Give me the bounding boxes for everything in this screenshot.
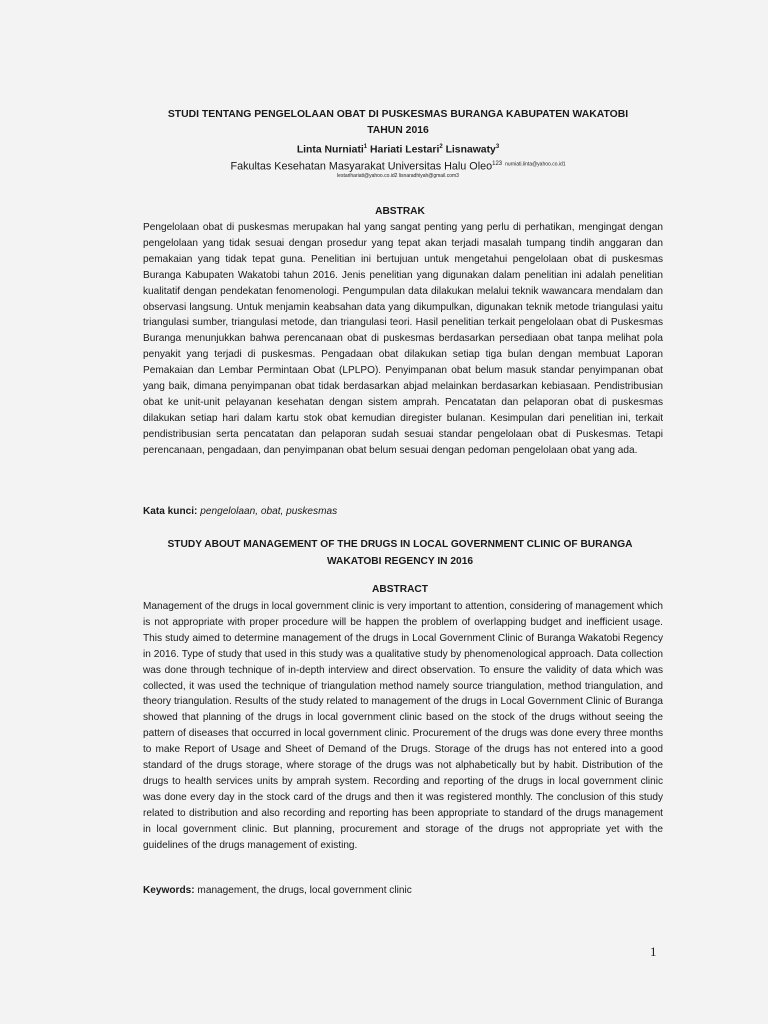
author-2-sup: 2 — [439, 144, 443, 150]
keywords — [143, 883, 663, 899]
title-id-line-2: TAHUN 2016 — [367, 125, 429, 136]
affiliation: Fakultas Kesehatan Masyarakat Universitas Halu Oleo — [230, 160, 493, 173]
author-2: Hariati Lestari — [370, 144, 440, 156]
kata-kunci-value: pengelolaan, obat, puskesmas — [200, 506, 338, 517]
page-number: 1 — [650, 944, 657, 959]
email-1: nurniati.linta@yahoo.co.id1 — [505, 161, 566, 168]
kata-kunci — [143, 504, 663, 520]
abstrak-heading: ABSTRAK — [375, 206, 425, 217]
title-id-line-1: STUDI TENTANG PENGELOLAAN OBAT DI PUSKESMAS BURANGA KABUPATEN WAKATOBI — [167, 109, 629, 120]
abstrak-body: Pengelolaan obat di puskesmas merupakan hal yang sangat penting yang perlu di perhatikan, mengingat dengan pengelolaan yang tidak sesuai dengan prosedur yang tepat akan terjadi masalah tumpang tindih anggaran dan pemakaian yang tidak tepat guna. Penelitian ini bertujuan untuk mengetahui pengelolaan obat di puskesmas Buranga Kabupaten Wakatobi tahun 2016. Jenis penelitian yang digunakan dalam penelitian ini adalah penelitian kualitatif dengan pendekatan fenomenologi. Pengumpulan data dilakukan melalui teknik wawancara mendalam dan observasi langsung. Untuk menjamin keabsahan data yang dikumpulkan, digunakan teknik metode triangulasi yaitu triangulasi sumber, triangulasi metode, dan triangulasi teori. Hasil penelitian terkait pengelolaan obat di Puskesmas Buranga menunjukkan bahwa perencanaan obat di puskesmas berdasarkan persediaan obat tanpa melihat pola penyakit yang terjadi di puskesmas. Pengadaan obat dilakukan setiap tiga bulan dengan membuat Laporan Pemakaian dan Lembar Permintaan Obat (LPLPO). Penyimpanan obat belum masuk standar penyimpanan obat yang baik, dimana penyimpanan obat tidak berdasarkan abjad melainkan berdasarkan kebiasaan. Pendistribusian obat ke unit-unit pelayanan kesehatan dengan sistem amprah. Pencatatan dan pelaporan obat di puskesmas dilakukan setiap hari dalam kartu stok obat kemudian diregister bulanan. Kesimpulan dari penelitian ini, terkait pendistribusian serta pencatatan dan pelaporan sudah sesuai standar pengelolaan obat di Puskesmas. Tetapi perencanaan, pengadaan, dan penyimpanan obat belum sesuai dengan pedoman pengelolaan obat yang ada. — [143, 222, 663, 456]
paper-title-english — [140, 536, 660, 570]
emails-line: lestarihariati@yahoo.co.id2 lisnaradhiyah@gmail.com3 — [337, 173, 459, 179]
affiliation-sup: 123 — [492, 161, 503, 167]
author-3-sup: 3 — [495, 144, 500, 150]
author-1-sup: 1 — [363, 144, 368, 150]
abstract-body: Management of the drugs in local government clinic is very important to attention, considering of management which is not appropriate with proper procedure will be happen the problem of overlapping budget and inefficient usage. This study aimed to determine management of the drugs in Local Government Clinic of Buranga Wakatobi Regency in 2016. Type of study that used in this study was a qualitative study by phenomenological approach. Data collection was done through technique of in-depth interview and direct observation. To ensure the validity of data which was collected, it was used the technique of triangulation method namely source triangulation, method triangulation, and theory triangulation. Results of the study related to management of the drugs in Local Government Clinic of Buranga showed that planning of the drugs in local government clinic based on the stock of the drugs without seeing the pattern of diseases that occurred in local government clinic. Procurement of the drugs was done every three months to make Report of Usage and Sheet of Demand of the Drugs. Storage of the drugs has not entered into a good standard of the drugs storage, where storage of the drugs was not alphabetically but by habit. Distribution of the drugs to health services units by amprah system. Recording and reporting of the drugs in local government clinic was done every day in the stock card of the drugs and then it was registered monthly. The conclusion of this study related to distribution and also recording and reporting has been appropriate to standard of the drugs management in local government clinic. But planning, procurement and storage of the drugs not appropriate yet with the guidelines of the drugs management of existing. — [143, 601, 663, 851]
keywords-value: management, the drugs, local government clinic — [197, 885, 412, 896]
author-1: Linta Nurniati — [296, 144, 364, 156]
paper-title-indonesian — [150, 107, 646, 139]
title-en-line-2: WAKATOBI REGENCY IN 2016 — [326, 556, 474, 567]
title-en-line-1: STUDY ABOUT MANAGEMENT OF THE DRUGS IN LOCAL GOVERNMENT CLINIC OF BURANGA — [167, 539, 633, 550]
author-3: Lisnawaty — [445, 144, 496, 156]
abstract-heading: ABSTRACT — [371, 584, 429, 595]
kata-kunci-label: Kata kunci: — [143, 506, 198, 517]
keywords-label: Keywords: — [143, 885, 195, 896]
